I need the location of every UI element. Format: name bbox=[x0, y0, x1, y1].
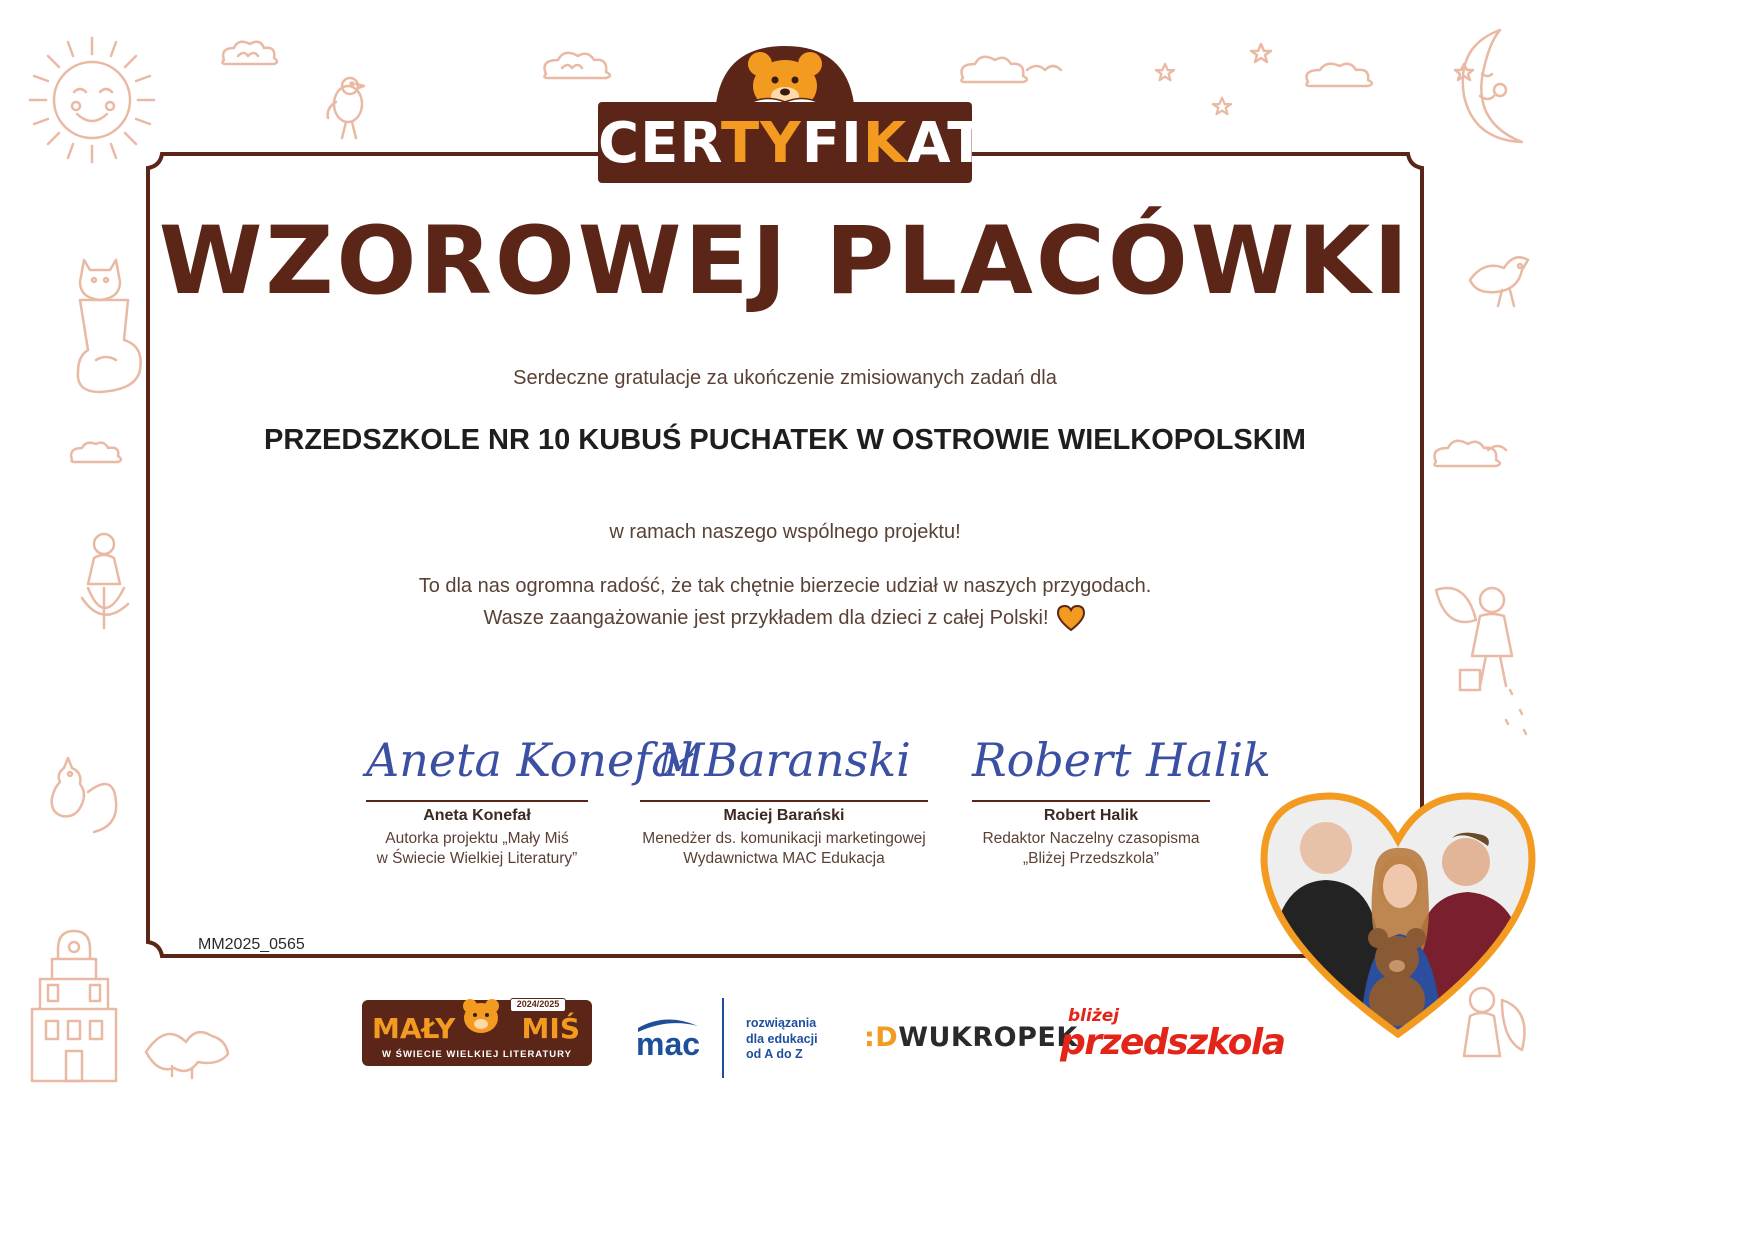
signatory-role: Redaktor Naczelny czasopisma „Bliżej Przedszkola” bbox=[982, 830, 1200, 868]
bird-doodle bbox=[1462, 250, 1536, 310]
handwritten-signature: Aneta Konefał bbox=[366, 733, 694, 787]
cloud-doodle bbox=[66, 440, 126, 468]
bear-logo-icon bbox=[456, 996, 506, 1036]
maly-mis-year-badge: 2024/2025 bbox=[510, 998, 566, 1012]
message-line-1: To dla nas ogromna radość, że tak chętnie bierzecie udział w naszych przygodach. bbox=[418, 575, 1152, 597]
squirrel-doodle bbox=[44, 752, 124, 842]
moon-doodle bbox=[1440, 24, 1546, 150]
recipient-name: PRZEDSZKOLE NR 10 KUBUŚ PUCHATEK W OSTROWIE WIELKOPOLSKIM bbox=[264, 424, 1306, 456]
signature-line bbox=[972, 800, 1210, 802]
mac-divider bbox=[722, 998, 724, 1078]
signatory-role: Autorka projektu „Mały Miś w Świecie Wielkiej Literatury” bbox=[376, 830, 578, 868]
handwritten-signature: Robert Halik bbox=[972, 733, 1271, 787]
signature-line bbox=[640, 800, 928, 802]
badge-title: CERTYFIKAT bbox=[598, 111, 987, 176]
signature-block bbox=[972, 722, 1271, 869]
award-title: WZOROWEJ PLACÓWKI bbox=[158, 207, 1412, 316]
cloud-doodle bbox=[218, 38, 284, 68]
signature-block bbox=[366, 722, 694, 869]
fairy-doodle bbox=[70, 528, 140, 638]
signature-block bbox=[640, 722, 928, 869]
signature-line bbox=[366, 800, 588, 802]
congratulations-text: Serdeczne gratulacje za ukończenie zmisiowanych zadań dla bbox=[513, 367, 1057, 389]
maly-mis-subtitle: W ŚWIECIE WIELKIEJ LITERATURY bbox=[382, 1049, 572, 1060]
cloud-doodle bbox=[1300, 60, 1380, 90]
house-doodle bbox=[22, 925, 126, 1085]
bird-doodle bbox=[322, 72, 378, 142]
mac-logo: mac bbox=[636, 1026, 701, 1062]
certificate-badge bbox=[598, 42, 987, 183]
wukropek-logo: :DWUKROPEK bbox=[864, 1022, 1078, 1053]
maly-mis-word-2: MIŚ bbox=[521, 1012, 580, 1045]
heart-icon bbox=[1056, 604, 1086, 632]
signatory-name: Maciej Barański bbox=[723, 807, 845, 824]
message-line-2: Wasze zaangażowanie jest przykładem dla dzieci z całej Polski! bbox=[483, 607, 1049, 629]
project-text: w ramach naszego wspólnego projektu! bbox=[609, 521, 961, 543]
maly-mis-word-1: MAŁY bbox=[372, 1012, 456, 1045]
signatory-role: Menedżer ds. komunikacji marketingowej Wydawnictwa MAC Edukacja bbox=[642, 830, 926, 868]
team-photo-heart bbox=[1256, 790, 1540, 1040]
mac-tagline: rozwiązania dla edukacji od A do Z bbox=[746, 1016, 818, 1062]
signatory-name: Robert Halik bbox=[1043, 807, 1139, 824]
fairy-doodle bbox=[1430, 560, 1540, 740]
star-doodle bbox=[1155, 62, 1175, 82]
signatory-name: Aneta Konefał bbox=[423, 807, 531, 824]
blizej-przedszkola-logo: bliżej przedszkola bbox=[1060, 1006, 1285, 1063]
dragon-doodle bbox=[136, 1012, 236, 1082]
certificate-code: MM2025_0565 bbox=[198, 936, 305, 953]
star-doodle bbox=[1250, 42, 1272, 64]
handwritten-signature: MBaranski bbox=[657, 733, 911, 787]
cloud-doodle bbox=[1428, 436, 1512, 470]
cat-in-boot-doodle bbox=[66, 250, 146, 400]
star-doodle bbox=[1212, 96, 1232, 116]
